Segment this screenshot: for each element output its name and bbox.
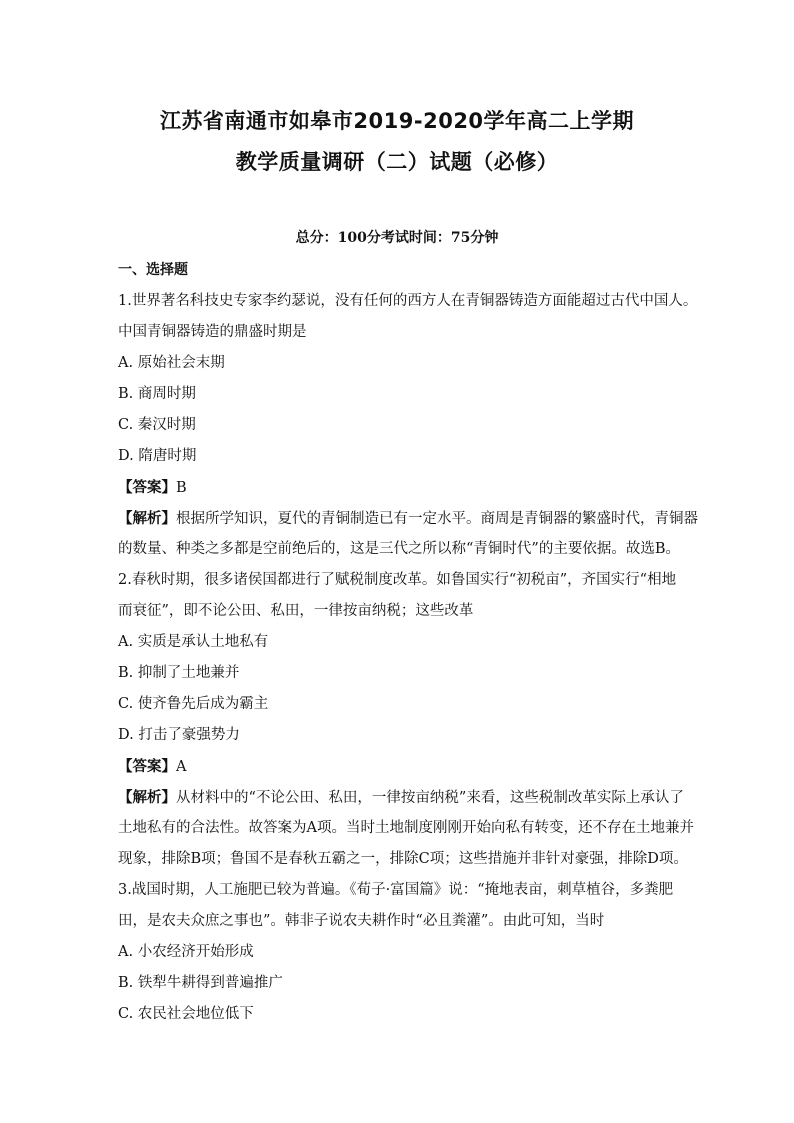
q1-option-a: A. 原始社会末期 [118,355,225,371]
q2-option-a: A. 实质是承认土地私有 [118,634,269,650]
analysis-label: 【解析】 [118,789,176,806]
q2-option-c: C. 使齐鲁先后成为霸主 [118,696,269,712]
analysis-text: 根据所学知识，夏代的青铜制造已有一定水平。商周是青铜器的繁盛时代，青铜器 [176,511,698,527]
q3-option-c: C. 农民社会地位低下 [118,1006,254,1022]
q3-option-a: A. 小农经济开始形成 [118,944,254,960]
section-heading: 一、选择题 [118,262,188,278]
document-title-line2: 教学质量调研（二）试题（必修） [235,150,559,174]
q2-analysis-line1 [118,782,684,813]
q2-analysis-line3: 现象，排除B项；鲁国不是春秋五霸之一，排除C项；这些措施并非针对豪强，排除D项。 [118,851,688,867]
q1-option-c: C. 秦汉时期 [118,417,196,433]
answer-value: A [176,759,187,775]
q2-option-d: D. 打击了豪强势力 [118,727,240,743]
questions-body [118,286,698,1030]
q1-option-d: D. 隋唐时期 [118,448,197,464]
q2-stem-line1: 2.春秋时期，很多诸侯国都进行了赋税制度改革。如鲁国实行“初税亩”，齐国实行“相地 [118,572,677,588]
q3-stem-line1: 3.战国时期，人工施肥已较为普遍。《荀子·富国篇》说：“掩地表亩，刺草植谷，多粪肥 [118,882,674,898]
q1-stem-line2: 中国青铜器铸造的鼎盛时期是 [118,324,307,340]
answer-label: 【答案】 [118,479,176,496]
q1-answer [118,472,678,503]
analysis-text: 从材料中的“不论公田、私田，一律按亩纳税”来看，这些税制改革实际上承认了 [176,790,684,806]
q2-option-b: B. 抑制了土地兼并 [118,665,240,681]
q1-stem-line1: 1.世界著名科技史专家李约瑟说，没有任何的西方人在青铜器铸造方面能超过古代中国人。 [118,293,698,309]
analysis-label: 【解析】 [118,510,176,527]
q3-option-b: B. 铁犁牛耕得到普遍推广 [118,975,283,991]
q1-analysis-line1 [118,503,698,534]
document-title-line1: 江苏省南通市如皋市2019-2020学年高二上学期 [159,109,635,133]
answer-label: 【答案】 [118,758,176,775]
q3-stem-line2: 田，是农夫众庶之事也”。韩非子说农夫耕作时“必且粪灌”。由此可知，当时 [118,913,605,929]
q1-analysis-line2: 的数量、种类之多都是空前绝后的，这是三代之所以称“青铜时代”的主要依据。故选B。 [118,541,680,557]
answer-value: B [176,480,187,496]
q2-answer [118,751,678,782]
q2-stem-line2: 而衰征”，即不论公田、私田，一律按亩纳税；这些改革 [118,603,474,619]
q2-analysis-line2: 土地私有的合法性。故答案为A项。当时土地制度刚刚开始向私有转变，还不存在土地兼并 [118,820,694,836]
q1-option-b: B. 商周时期 [118,386,196,402]
exam-meta: 总分：100分考试时间：75分钟 [295,230,499,246]
